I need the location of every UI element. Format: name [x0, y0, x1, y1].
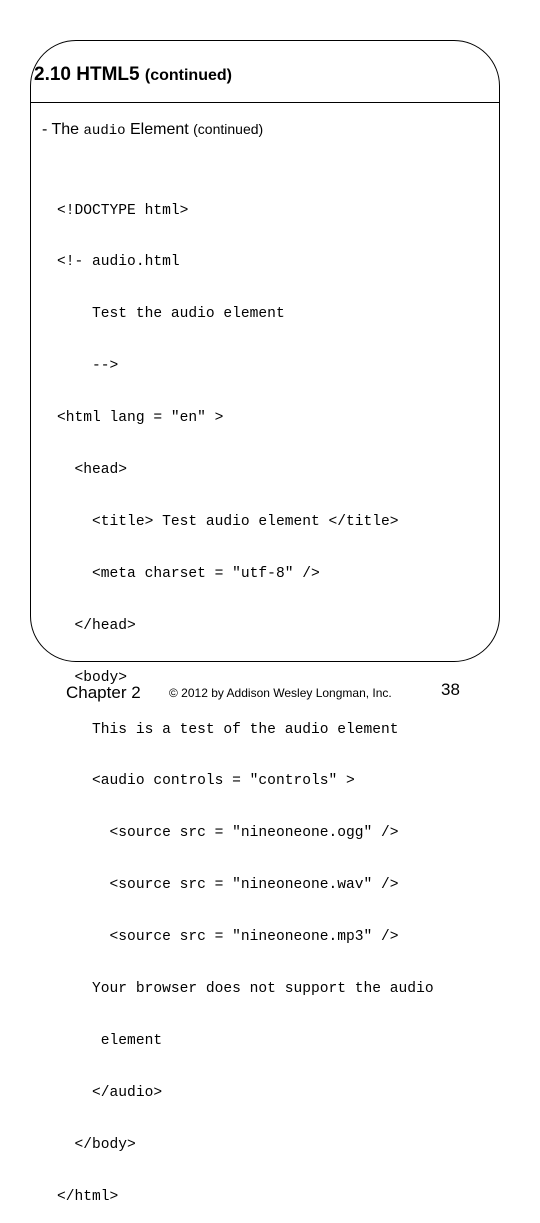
code-line: Your browser does not support the audio	[57, 980, 434, 997]
slide-title-sub: (continued)	[144, 67, 232, 84]
subheading-word: Element	[129, 121, 189, 138]
slide-title-main: 2.10 HTML5	[34, 64, 140, 85]
subheading-code: audio	[83, 123, 126, 139]
subheading-prefix: - The	[42, 121, 80, 138]
code-line: <audio controls = "controls" >	[57, 773, 355, 790]
subheading-suffix: (continued)	[193, 121, 264, 137]
code-line: Test the audio element	[57, 306, 285, 323]
code-line: -->	[57, 358, 119, 375]
title-divider	[30, 102, 500, 103]
code-line: <source src = "nineoneone.mp3" />	[57, 929, 399, 946]
code-line: <!DOCTYPE html>	[57, 202, 189, 219]
code-line: <head>	[57, 462, 128, 479]
code-line: </head>	[57, 617, 136, 634]
code-line: <meta charset = "utf-8" />	[57, 565, 320, 582]
code-line: <body>	[57, 669, 128, 686]
code-line: <source src = "nineoneone.ogg" />	[57, 825, 399, 842]
code-line: <title> Test audio element </title>	[57, 513, 399, 530]
code-line: </html>	[57, 1188, 119, 1205]
code-line: </body>	[57, 1136, 136, 1153]
slide-subheading	[42, 118, 263, 142]
code-line: <source src = "nineoneone.wav" />	[57, 877, 399, 894]
footer-chapter: Chapter 2	[66, 683, 141, 702]
code-line: This is a test of the audio element	[57, 721, 399, 738]
code-line: element	[57, 1032, 163, 1049]
code-line: </audio>	[57, 1084, 163, 1101]
page-number: 38	[441, 680, 460, 699]
footer-copyright: © 2012 by Addison Wesley Longman, Inc.	[169, 686, 392, 700]
code-line: <!- audio.html	[57, 254, 180, 271]
code-line: <html lang = "en" >	[57, 410, 224, 427]
slide-title	[34, 63, 232, 88]
